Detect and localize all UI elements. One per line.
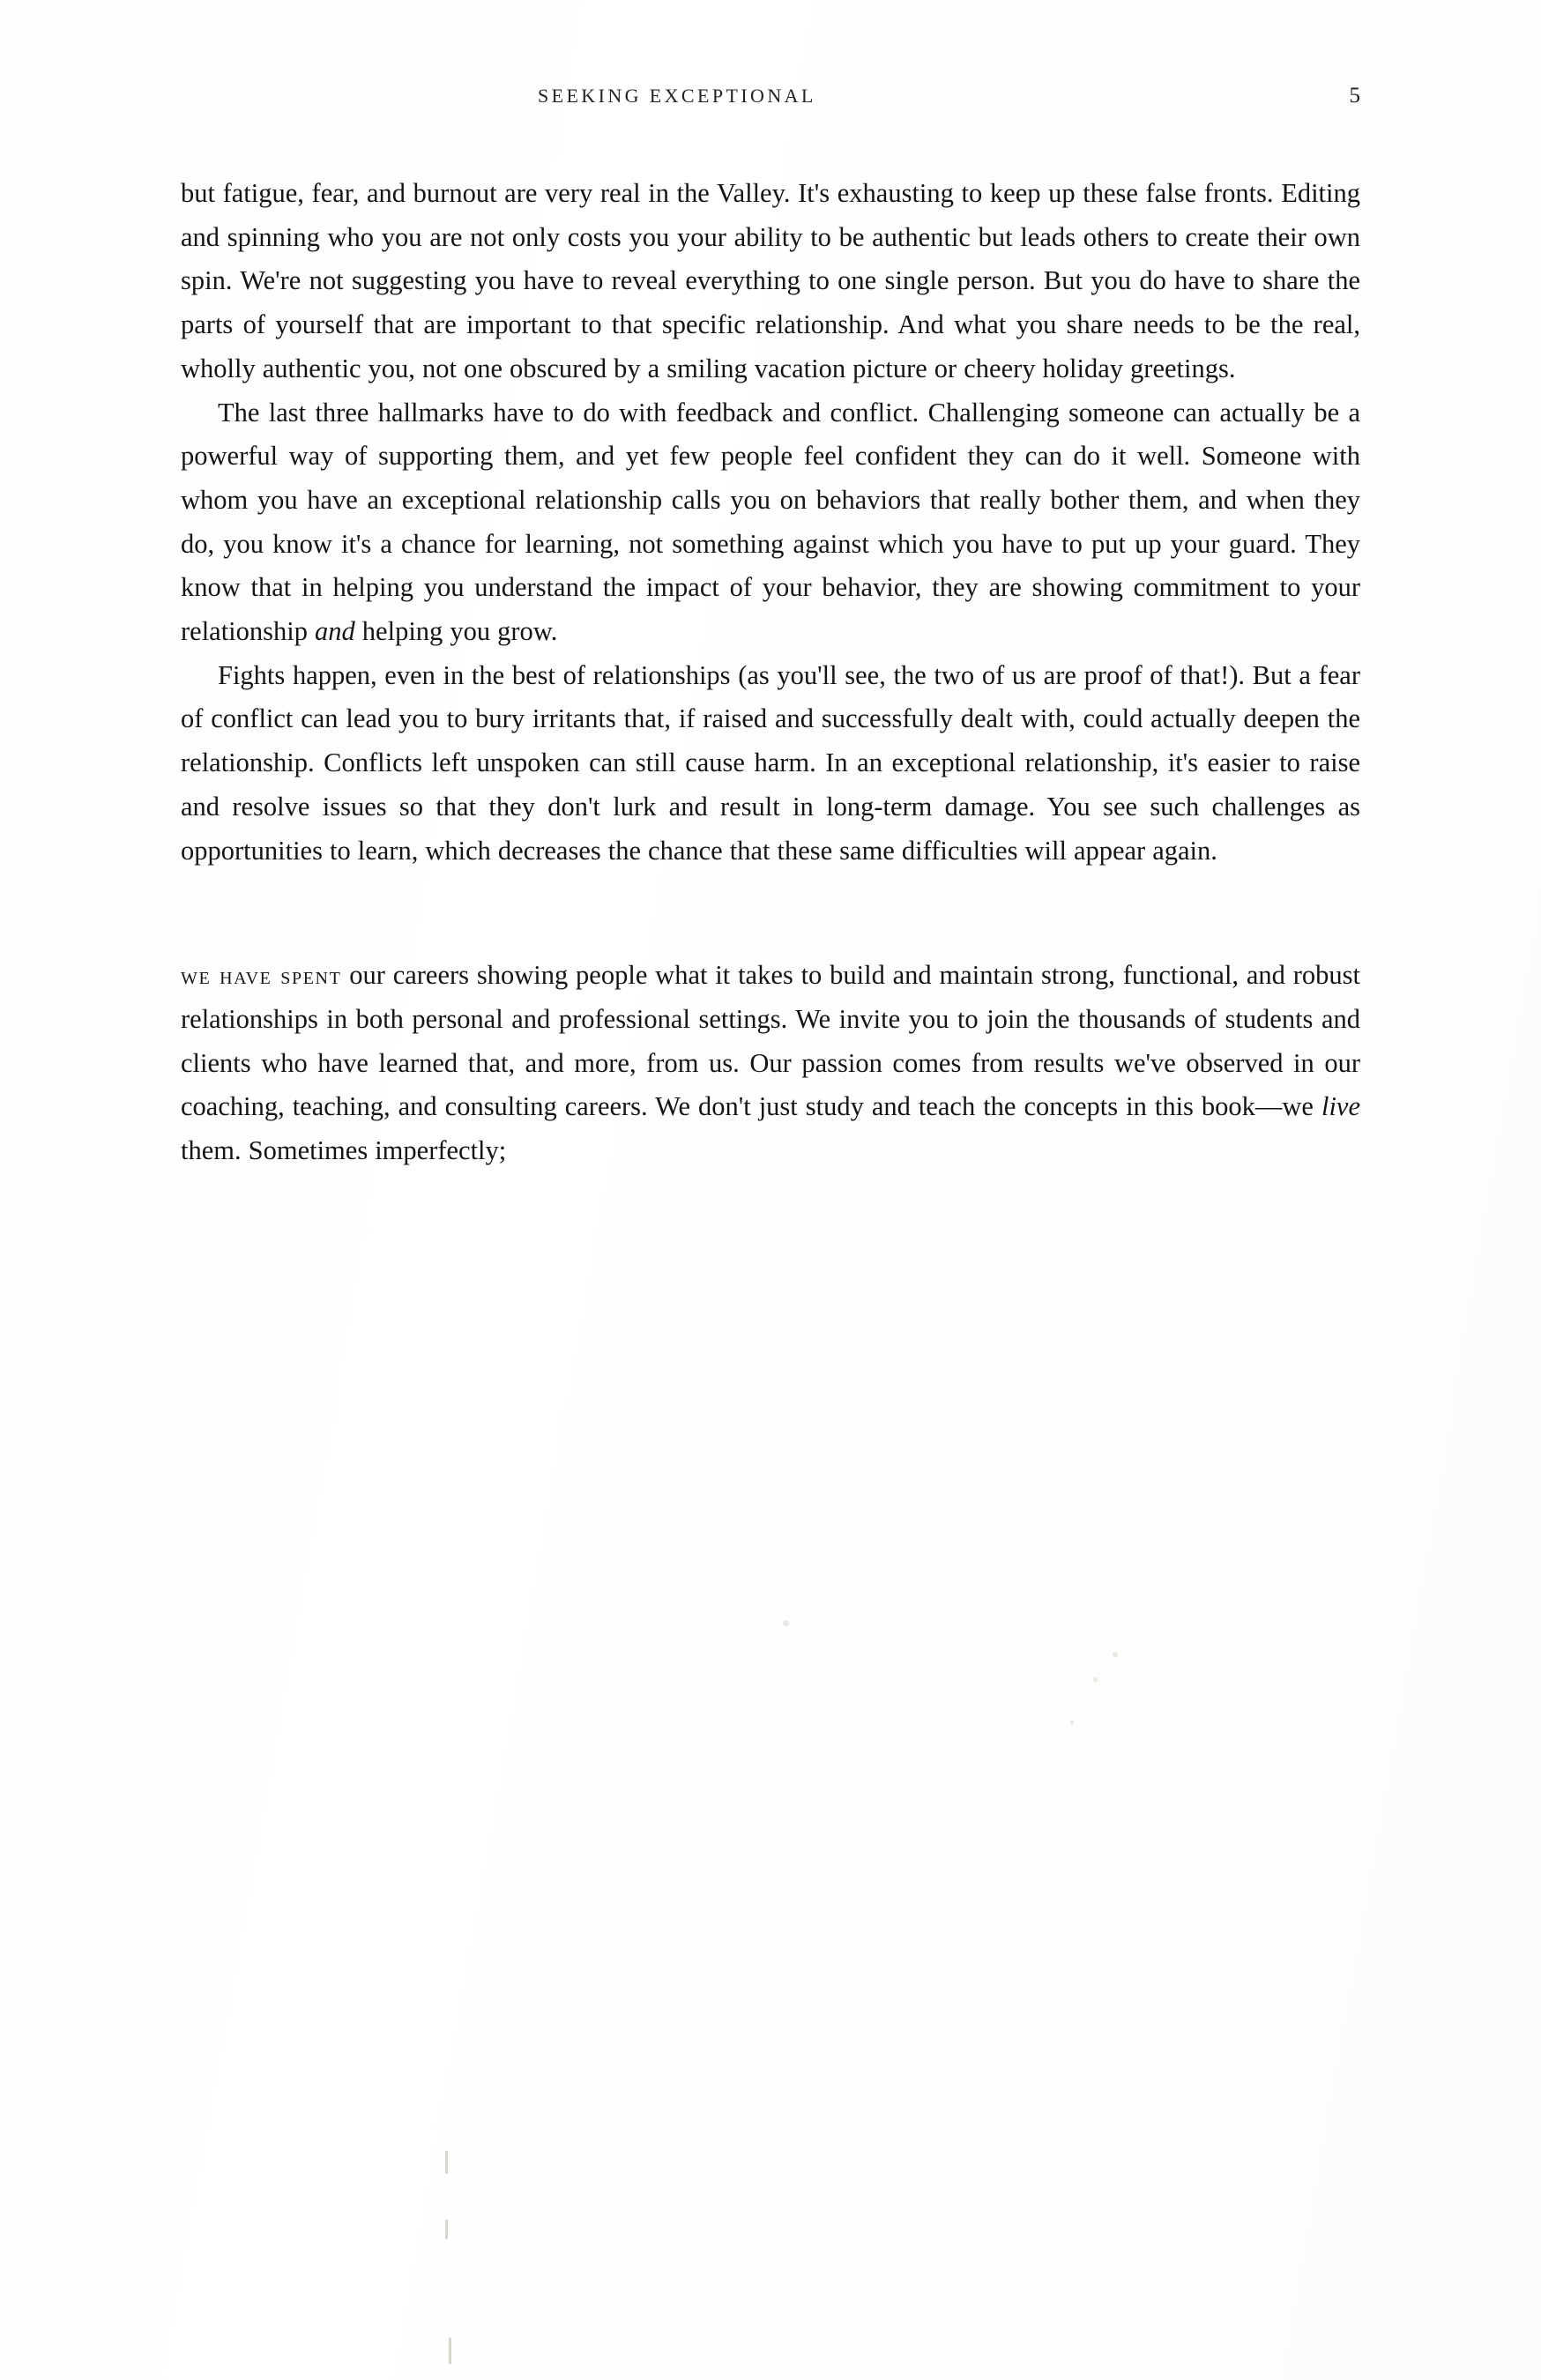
paragraph: but fatigue, fear, and burnout are very real in the Valley. It's exhausting to keep up these false fronts. Editing and spinning who you are not only costs you your ability to be authentic but leads others to create their own spin. We're not suggesting you have to reveal everything to one single person. But you do have to share the parts of yourself that are important to that specific relationship. And what you share needs to be the real, wholly authentic you, not one obscured by a smiling vacation picture or cheery holiday greetings. bbox=[181, 178, 1360, 383]
italic-word: live bbox=[1321, 1091, 1360, 1122]
paper-scratch bbox=[449, 2338, 451, 2364]
paper-speck bbox=[1113, 1652, 1118, 1657]
paragraph-part: The last three hallmarks have to do with feedback and conflict. Challenging someone can actually be a powerful way of supporting them, and yet few people feel confident they can do it well. Someone with whom you have an exceptional relationship calls you on behaviors that really bother them, and when they do, you know it's a chance for learning, not something against which you have to put up your guard. They know that in helping you understand the impact of your behavior, they are showing commitment to your relationship bbox=[181, 397, 1360, 647]
paper-scratch bbox=[445, 2220, 448, 2239]
paper-speck bbox=[783, 1620, 789, 1626]
italic-word: and bbox=[315, 616, 355, 647]
page-number: 5 bbox=[1349, 84, 1360, 108]
paragraph bbox=[181, 391, 1360, 654]
paper-speck bbox=[1093, 1677, 1098, 1682]
small-caps-lead: we have spent bbox=[181, 963, 342, 991]
body-text bbox=[181, 172, 1360, 1173]
paragraph: Fights happen, even in the best of relationships (as you'll see, the two of us are proof of that!). But a fear of conflict can lead you to bury irritants that, if raised and successfully dealt with, could actually deepen the relationship. Conflicts left unspoken can still cause harm. In an exceptional relationship, it's easier to raise and resolve issues so that they don't lurk and result in long-term damage. You see such challenges as opportunities to learn, which decreases the chance that these same difficulties will appear again. bbox=[181, 659, 1360, 866]
running-title: SEEKING EXCEPTIONAL bbox=[538, 85, 816, 107]
paper-speck bbox=[1070, 1721, 1074, 1724]
closing-part: them. Sometimes imperfectly; bbox=[181, 1135, 507, 1166]
running-head bbox=[181, 84, 1360, 108]
section-break bbox=[181, 873, 1360, 954]
closing-paragraph bbox=[181, 954, 1360, 1173]
paragraph-part: helping you grow. bbox=[354, 616, 558, 647]
closing-part: our careers showing people what it takes to build and maintain strong, functional, and robust relationships in both personal and professional settings. We invite you to join the thousands of students and clients who have learned that, and more, from us. Our passion comes from results we've observed in our coaching, teaching, and consulting careers. We don't just study and teach the concepts in this book—we bbox=[181, 960, 1360, 1122]
paper-scratch bbox=[445, 2151, 448, 2174]
